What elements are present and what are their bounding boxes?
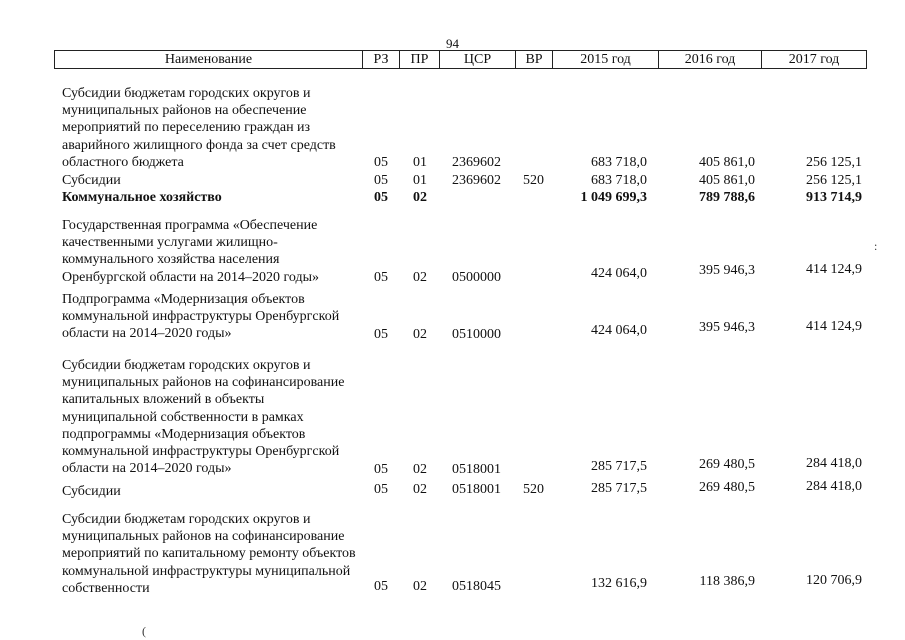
row-rz: 05 xyxy=(374,270,388,285)
row-pr: 02 xyxy=(413,482,427,497)
row-2017: 414 124,9 xyxy=(806,262,862,277)
row-2017: 414 124,9 xyxy=(806,319,862,334)
table-header xyxy=(54,50,867,69)
row-2017: 913 714,9 xyxy=(806,190,862,205)
header-name: Наименование xyxy=(164,52,253,67)
row-name: Подпрограмма «Модернизация объектов коммунальной инфраструктуры Оренбургской области на 2014–2020 годы» xyxy=(62,292,340,342)
row-2016: 789 788,6 xyxy=(699,190,755,205)
row-2015: 285 717,5 xyxy=(591,481,647,496)
row-pr: 02 xyxy=(413,462,427,477)
row-name: Субсидии бюджетам городских округов и муниципальных районов на обеспечение мероприятий по переселению граждан из аварийного жилищного фонда за счет средств областного бюджета xyxy=(62,86,336,170)
row-2015: 424 064,0 xyxy=(591,266,647,281)
row-2016: 395 946,3 xyxy=(699,320,755,335)
page-number: 94 xyxy=(446,36,459,51)
header-2016: 2016 год xyxy=(658,51,761,68)
row-rz: 05 xyxy=(374,190,388,205)
row-name: Субсидии бюджетам городских округов и муниципальных районов на софинансирование капитальных вложений в объекты муниципальной собственности в рамках подпрограммы «Модернизация объектов коммунальной инфраструктуры Оренбургской области на 2014–2020 годы» xyxy=(62,358,345,477)
header-pr: ПР xyxy=(399,51,439,68)
row-pr: 02 xyxy=(413,270,427,285)
row-2015: 132 616,9 xyxy=(591,576,647,591)
row-name: Коммунальное хозяйство xyxy=(62,190,222,205)
row-csr: 0500000 xyxy=(452,270,501,285)
row-pr: 02 xyxy=(413,327,427,342)
row-pr: 01 xyxy=(413,173,427,188)
row-2016: 395 946,3 xyxy=(699,263,755,278)
header-vr: ВР xyxy=(515,51,552,68)
row-2015: 683 718,0 xyxy=(591,155,647,170)
row-2016: 405 861,0 xyxy=(699,155,755,170)
row-csr: 0518001 xyxy=(452,462,501,477)
row-2015: 285 717,5 xyxy=(591,459,647,474)
row-2017: 284 418,0 xyxy=(806,456,862,471)
row-vr: 520 xyxy=(523,173,544,188)
row-name: Субсидии xyxy=(62,484,121,499)
row-csr: 0510000 xyxy=(452,327,501,342)
scan-speck: : xyxy=(874,239,878,253)
row-name: Государственная программа «Обеспечение качественными услугами жилищно-коммунального хозяйства населения Оренбургской области на 2014–2020 годы» xyxy=(62,218,319,285)
header-csr: ЦСР xyxy=(439,51,515,68)
row-pr: 02 xyxy=(413,190,427,205)
header-2015: 2015 год xyxy=(552,51,658,68)
row-csr: 0518001 xyxy=(452,482,501,497)
row-vr: 520 xyxy=(523,482,544,497)
row-2015: 683 718,0 xyxy=(591,173,647,188)
scan-speck: ( xyxy=(142,624,146,638)
row-2017: 256 125,1 xyxy=(806,173,862,188)
header-rz: РЗ xyxy=(362,51,399,68)
header-2017: 2017 год xyxy=(761,51,866,68)
row-rz: 05 xyxy=(374,155,388,170)
row-name: Субсидии xyxy=(62,173,121,188)
row-2016: 269 480,5 xyxy=(699,480,755,495)
row-2016: 405 861,0 xyxy=(699,173,755,188)
row-2017: 284 418,0 xyxy=(806,479,862,494)
row-2015: 424 064,0 xyxy=(591,323,647,338)
row-2016: 269 480,5 xyxy=(699,457,755,472)
row-2017: 120 706,9 xyxy=(806,573,862,588)
row-2015: 1 049 699,3 xyxy=(580,190,647,205)
row-pr: 01 xyxy=(413,155,427,170)
row-rz: 05 xyxy=(374,173,388,188)
row-rz: 05 xyxy=(374,579,388,594)
row-2017: 256 125,1 xyxy=(806,155,862,170)
row-pr: 02 xyxy=(413,579,427,594)
row-csr: 0518045 xyxy=(452,579,501,594)
row-2016: 118 386,9 xyxy=(699,574,755,589)
row-name: Субсидии бюджетам городских округов и муниципальных районов на софинансирование мероприятий по капитальному ремонту объектов коммунальной инфраструктуры муниципальной собственности xyxy=(62,512,356,596)
row-rz: 05 xyxy=(374,482,388,497)
row-csr: 2369602 xyxy=(452,155,501,170)
row-rz: 05 xyxy=(374,327,388,342)
row-csr: 2369602 xyxy=(452,173,501,188)
row-rz: 05 xyxy=(374,462,388,477)
